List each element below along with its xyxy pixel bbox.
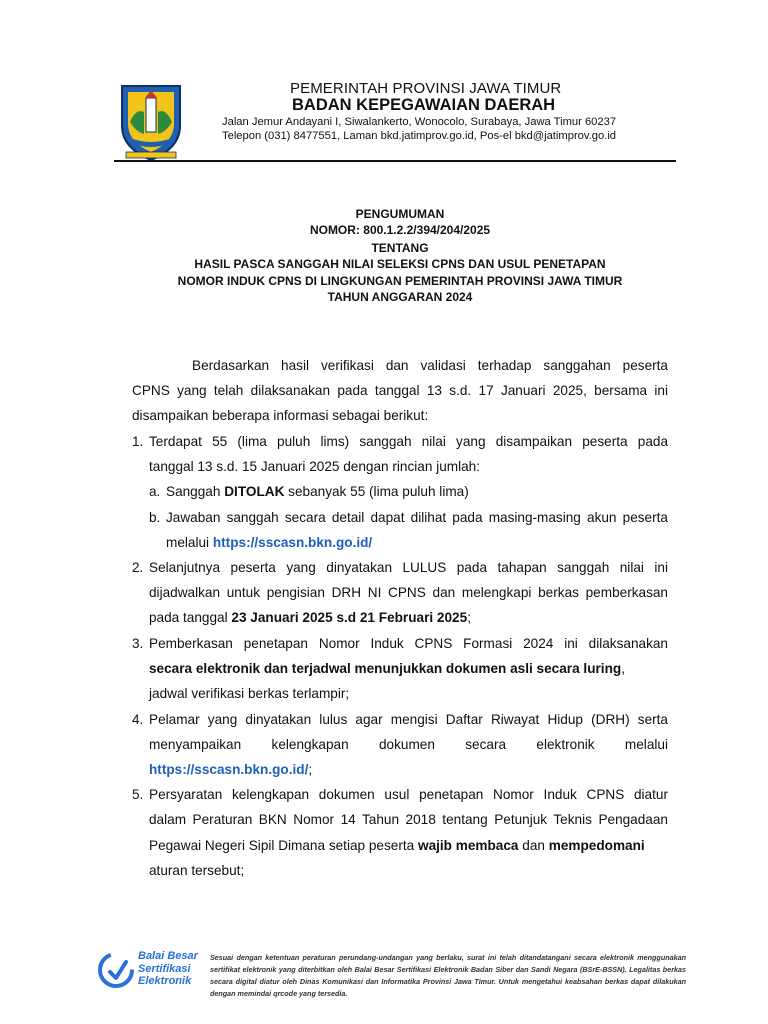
announcement-title-line2: NOMOR INDUK CPNS DI LINGKUNGAN PEMERINTAH PROVINSI JAWA TIMUR [177,274,623,288]
announcement-title-line1: HASIL PASCA SANGGAH NILAI SELEKSI CPNS DAN USUL PENETAPAN [194,257,606,271]
intro-line1: Berdasarkan hasil verifikasi dan validasi terhadap sanggahan peserta [192,358,668,373]
letterhead-government: PEMERINTAH PROVINSI JAWA TIMUR [290,80,562,97]
letterhead-agency: BADAN KEPEGAWAIAN DAERAH [292,96,556,114]
item-4-number: 4. [132,712,144,727]
item-2-line1: Selanjutnya peserta yang dinyatakan LULUS pada tahapan sanggah nilai ini [149,560,668,575]
letterhead-contact: Telepon (031) 8477551, Laman bkd.jatimprov.go.id, Pos-el bkd@jatimprov.go.id [222,130,617,142]
item-5-line4: aturan tersebut; [149,863,245,878]
item-1b-letter: b. [149,510,161,525]
item-1b-line2: melalui https://sscasn.bkn.go.id/ [166,535,373,550]
item-1a-text: Sanggah DITOLAK sebanyak 55 (lima puluh lima) [166,484,469,499]
electronic-schedule-note: secara elektronik dan terjadwal menunjukkan dokumen asli secara luring [149,661,622,676]
rejected-label: DITOLAK [224,484,285,499]
east-java-emblem-logo [116,82,186,162]
sscasn-link[interactable]: https://sscasn.bkn.go.id/ [212,535,373,550]
item-5-number: 5. [132,787,144,802]
follow-label: mempedomani [548,838,645,853]
electronic-signature-note: Sesuai dengan ketentuan peraturan perundang-undangan yang berlaku, surat ini telah ditandatangani secara elektronik menggunakan sertifikat elektronik yang diterbitkan oleh Balai Besar Sertifikasi Elektronik Badan Siber dan Sandi Negara (BSrE-BSSN). Legalitas berkas secara digital diatur oleh Dinas Komunikasi dan Informatika Provinsi Jawa Timur. Untuk mengetahui keabsahan berkas dapat dilakukan dengan memindai qrcode yang tersedia. [210,953,686,998]
must-read-label: wajib membaca [418,838,519,853]
letterhead-address: Jalan Jemur Andayani I, Siwalankerto, Wonocolo, Surabaya, Jawa Timur 60237 [222,116,617,128]
announcement-type: PENGUMUMAN [355,207,445,221]
item-4-line3: https://sscasn.bkn.go.id/; [149,762,313,777]
item-3-number: 3. [132,636,144,651]
item-1b-line1: Jawaban sanggah secara detail dapat dilihat pada masing-masing akun peserta [166,510,668,525]
item-4-line1: Pelamar yang dinyatakan lulus agar mengisi Daftar Riwayat Hidup (DRH) serta [149,712,668,727]
bsre-organization-name: Balai Besar Sertifikasi Elektronik [138,950,198,987]
item-5-line1: Persyaratan kelengkapan dokumen usul penetapan Nomor Induk CPNS diatur [149,787,668,802]
item-1-line2: tanggal 13 s.d. 15 Januari 2025 dengan rincian jumlah: [149,459,481,474]
announcement-title-line3: TAHUN ANGGARAN 2024 [327,290,473,304]
item-3-line1: Pemberkasan penetapan Nomor Induk CPNS Formasi 2024 ini dilaksanakan [149,636,668,651]
item-5-line2: dalam Peraturan BKN Nomor 14 Tahun 2018 tentang Petunjuk Teknis Pengadaan [149,812,668,827]
intro-line2: CPNS yang telah dilaksanakan pada tanggal 13 s.d. 17 Januari 2025, bersama ini [132,383,668,398]
item-1-line1: Terdapat 55 (lima puluh lims) sanggah nilai yang disampaikan peserta pada [149,434,668,449]
item-2-line2: dijadwalkan untuk pengisian DRH NI CPNS dan melengkapi berkas pemberkasan [149,585,668,600]
item-2-number: 2. [132,560,144,575]
item-3-line2: secara elektronik dan terjadwal menunjukkan dokumen asli secara luring, [149,661,625,676]
submission-period: 23 Januari 2025 s.d 21 Februari 2025 [231,610,468,625]
item-1-number: 1. [132,434,144,449]
item-1a-letter: a. [149,484,161,499]
item-5-line3: Pegawai Negeri Sipil Dimana setiap peserta wajib membaca dan mempedomani [149,838,645,853]
item-3-line3: jadwal verifikasi berkas terlampir; [149,686,350,701]
announcement-number: NOMOR: 800.1.2.2/394/204/2025 [309,223,491,237]
item-2-line3: pada tanggal 23 Januari 2025 s.d 21 Februari 2025; [149,610,471,625]
item-4-line2: menyampaikan kelengkapan dokumen secara elektronik melalui [149,737,668,752]
announcement-about: TENTANG [371,241,429,255]
sscasn-link-2[interactable]: https://sscasn.bkn.go.id/ [149,762,309,777]
letterhead-divider [114,160,676,162]
intro-line3: disampaikan beberapa informasi sebagai berikut: [132,408,429,423]
